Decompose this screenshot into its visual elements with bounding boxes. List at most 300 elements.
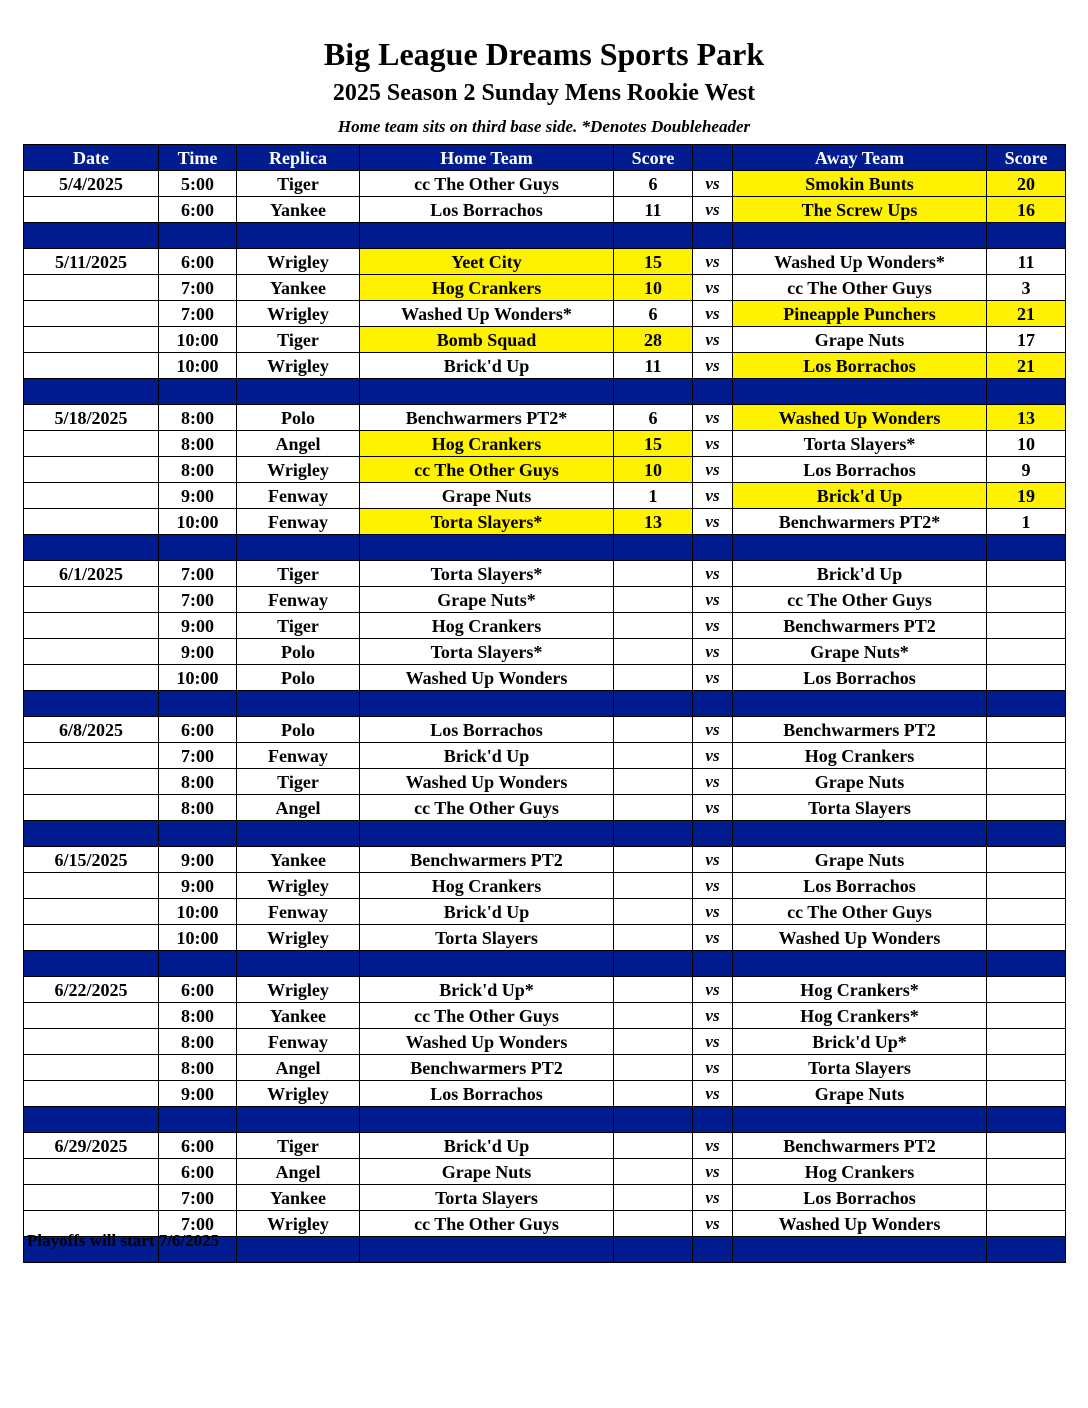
col-time: Time <box>159 145 237 171</box>
game-field: Wrigley <box>237 977 360 1003</box>
col-date: Date <box>24 145 159 171</box>
home-score <box>614 665 693 691</box>
separator-cell <box>360 691 614 717</box>
game-time: 7:00 <box>159 743 237 769</box>
away-score <box>987 717 1066 743</box>
home-score <box>614 795 693 821</box>
home-score: 11 <box>614 353 693 379</box>
vs-label: vs <box>693 457 733 483</box>
game-time: 10:00 <box>159 925 237 951</box>
away-score <box>987 1055 1066 1081</box>
home-team: Brick'd Up <box>360 743 614 769</box>
away-score: 19 <box>987 483 1066 509</box>
game-field: Fenway <box>237 899 360 925</box>
week-separator <box>24 1107 1066 1133</box>
game-date: 6/8/2025 <box>24 717 159 743</box>
away-score: 10 <box>987 431 1066 457</box>
vs-label: vs <box>693 1159 733 1185</box>
home-team: Yeet City <box>360 249 614 275</box>
separator-cell <box>237 1107 360 1133</box>
separator-cell <box>159 379 237 405</box>
separator-cell <box>237 691 360 717</box>
home-score <box>614 1055 693 1081</box>
col-away-score: Score <box>987 145 1066 171</box>
game-field: Angel <box>237 1055 360 1081</box>
away-team: cc The Other Guys <box>733 899 987 925</box>
away-team: Washed Up Wonders* <box>733 249 987 275</box>
away-team: Washed Up Wonders <box>733 405 987 431</box>
separator-cell <box>614 535 693 561</box>
game-field: Tiger <box>237 561 360 587</box>
separator-cell <box>987 223 1066 249</box>
separator-cell <box>614 1237 693 1263</box>
separator-cell <box>733 379 987 405</box>
header-row <box>24 145 1066 171</box>
separator-cell <box>237 535 360 561</box>
game-date <box>24 1081 159 1107</box>
game-date <box>24 431 159 457</box>
home-team: cc The Other Guys <box>360 457 614 483</box>
table-row <box>24 1055 1066 1081</box>
game-field: Polo <box>237 405 360 431</box>
home-team: Los Borrachos <box>360 717 614 743</box>
away-score <box>987 613 1066 639</box>
home-team: Torta Slayers* <box>360 561 614 587</box>
table-row <box>24 743 1066 769</box>
vs-label: vs <box>693 561 733 587</box>
game-time: 9:00 <box>159 873 237 899</box>
away-team: Brick'd Up* <box>733 1029 987 1055</box>
away-team: Los Borrachos <box>733 457 987 483</box>
home-score: 15 <box>614 431 693 457</box>
separator-cell <box>159 821 237 847</box>
home-score: 1 <box>614 483 693 509</box>
home-team: Brick'd Up* <box>360 977 614 1003</box>
separator-cell <box>733 691 987 717</box>
separator-cell <box>24 223 159 249</box>
home-team: Hog Crankers <box>360 613 614 639</box>
game-field: Angel <box>237 795 360 821</box>
game-field: Yankee <box>237 1003 360 1029</box>
vs-label: vs <box>693 171 733 197</box>
game-date: 6/22/2025 <box>24 977 159 1003</box>
separator-cell <box>733 1107 987 1133</box>
game-time: 8:00 <box>159 1003 237 1029</box>
table-row <box>24 197 1066 223</box>
separator-cell <box>693 951 733 977</box>
separator-cell <box>159 535 237 561</box>
week-separator <box>24 379 1066 405</box>
game-date <box>24 509 159 535</box>
home-score <box>614 587 693 613</box>
separator-cell <box>24 691 159 717</box>
separator-cell <box>24 379 159 405</box>
separator-cell <box>360 379 614 405</box>
separator-cell <box>159 1107 237 1133</box>
game-time: 6:00 <box>159 1159 237 1185</box>
game-field: Tiger <box>237 1133 360 1159</box>
away-team: Torta Slayers <box>733 1055 987 1081</box>
home-team: Torta Slayers* <box>360 509 614 535</box>
away-score <box>987 847 1066 873</box>
separator-cell <box>733 1237 987 1263</box>
table-row <box>24 1185 1066 1211</box>
table-row <box>24 275 1066 301</box>
separator-cell <box>987 1237 1066 1263</box>
separator-cell <box>614 821 693 847</box>
separator-cell <box>987 951 1066 977</box>
separator-cell <box>237 379 360 405</box>
table-row <box>24 847 1066 873</box>
table-row <box>24 171 1066 197</box>
game-date <box>24 1159 159 1185</box>
vs-label: vs <box>693 483 733 509</box>
game-field: Fenway <box>237 743 360 769</box>
week-separator <box>24 951 1066 977</box>
away-team: Hog Crankers <box>733 1159 987 1185</box>
away-team: Los Borrachos <box>733 1185 987 1211</box>
away-score <box>987 899 1066 925</box>
game-field: Wrigley <box>237 457 360 483</box>
game-field: Wrigley <box>237 353 360 379</box>
game-time: 5:00 <box>159 171 237 197</box>
game-field: Tiger <box>237 613 360 639</box>
separator-cell <box>614 379 693 405</box>
vs-label: vs <box>693 1185 733 1211</box>
away-score <box>987 1029 1066 1055</box>
vs-label: vs <box>693 769 733 795</box>
separator-cell <box>987 821 1066 847</box>
table-row <box>24 561 1066 587</box>
page-title: Big League Dreams Sports Park <box>323 36 765 72</box>
home-team: Grape Nuts <box>360 483 614 509</box>
home-team: Hog Crankers <box>360 873 614 899</box>
away-team: Grape Nuts <box>733 847 987 873</box>
table-row <box>24 899 1066 925</box>
home-team: Torta Slayers <box>360 1185 614 1211</box>
separator-cell <box>693 691 733 717</box>
home-score <box>614 847 693 873</box>
away-team: Smokin Bunts <box>733 171 987 197</box>
table-row <box>24 665 1066 691</box>
table-row <box>24 795 1066 821</box>
home-team: Hog Crankers <box>360 275 614 301</box>
home-team: Los Borrachos <box>360 197 614 223</box>
home-team: Washed Up Wonders* <box>360 301 614 327</box>
away-score: 1 <box>987 509 1066 535</box>
away-score <box>987 925 1066 951</box>
away-score <box>987 1185 1066 1211</box>
game-time: 7:00 <box>159 587 237 613</box>
away-team: The Screw Ups <box>733 197 987 223</box>
away-team: Hog Crankers* <box>733 977 987 1003</box>
col-home-score: Score <box>614 145 693 171</box>
vs-label: vs <box>693 327 733 353</box>
table-row <box>24 327 1066 353</box>
game-date <box>24 795 159 821</box>
away-score <box>987 769 1066 795</box>
playoffs-note: Playoffs will start 7/6/2025 <box>27 1231 220 1250</box>
game-time: 9:00 <box>159 847 237 873</box>
game-time: 8:00 <box>159 1029 237 1055</box>
home-score <box>614 1133 693 1159</box>
separator-cell <box>159 691 237 717</box>
game-time: 8:00 <box>159 405 237 431</box>
table-row <box>24 587 1066 613</box>
game-field: Yankee <box>237 275 360 301</box>
game-field: Wrigley <box>237 873 360 899</box>
vs-label: vs <box>693 795 733 821</box>
home-team: cc The Other Guys <box>360 1211 614 1237</box>
col-replica: Replica <box>237 145 360 171</box>
game-date <box>24 613 159 639</box>
game-field: Fenway <box>237 483 360 509</box>
game-field: Wrigley <box>237 249 360 275</box>
away-score <box>987 977 1066 1003</box>
separator-cell <box>159 951 237 977</box>
table-row <box>24 1133 1066 1159</box>
game-field: Wrigley <box>237 925 360 951</box>
away-team: Washed Up Wonders <box>733 1211 987 1237</box>
away-score <box>987 639 1066 665</box>
separator-cell <box>360 821 614 847</box>
game-time: 7:00 <box>159 275 237 301</box>
game-field: Tiger <box>237 327 360 353</box>
game-field: Angel <box>237 431 360 457</box>
home-score <box>614 925 693 951</box>
home-score <box>614 769 693 795</box>
separator-cell <box>24 1107 159 1133</box>
away-score <box>987 873 1066 899</box>
away-score <box>987 1159 1066 1185</box>
game-date: 6/1/2025 <box>24 561 159 587</box>
page-subtitle: 2025 Season 2 Sunday Mens Rookie West <box>332 80 756 106</box>
away-team: Washed Up Wonders <box>733 925 987 951</box>
away-score <box>987 1081 1066 1107</box>
game-field: Fenway <box>237 1029 360 1055</box>
separator-cell <box>693 821 733 847</box>
game-date <box>24 1185 159 1211</box>
away-score <box>987 1133 1066 1159</box>
home-team: Brick'd Up <box>360 1133 614 1159</box>
away-score <box>987 1211 1066 1237</box>
game-field: Wrigley <box>237 301 360 327</box>
away-team: Hog Crankers* <box>733 1003 987 1029</box>
separator-cell <box>987 1107 1066 1133</box>
table-row <box>24 1081 1066 1107</box>
game-date <box>24 197 159 223</box>
home-score <box>614 717 693 743</box>
home-score: 28 <box>614 327 693 353</box>
separator-cell <box>237 1237 360 1263</box>
game-date <box>24 301 159 327</box>
week-separator <box>24 691 1066 717</box>
separator-cell <box>733 223 987 249</box>
game-field: Wrigley <box>237 1081 360 1107</box>
separator-cell <box>360 951 614 977</box>
table-row <box>24 483 1066 509</box>
home-team: Hog Crankers <box>360 431 614 457</box>
game-time: 10:00 <box>159 509 237 535</box>
game-field: Yankee <box>237 197 360 223</box>
home-score: 6 <box>614 171 693 197</box>
vs-label: vs <box>693 743 733 769</box>
separator-cell <box>693 1107 733 1133</box>
separator-cell <box>693 535 733 561</box>
home-score: 13 <box>614 509 693 535</box>
game-date <box>24 743 159 769</box>
home-score <box>614 1185 693 1211</box>
separator-cell <box>360 1237 614 1263</box>
game-time: 6:00 <box>159 717 237 743</box>
home-team: Brick'd Up <box>360 353 614 379</box>
away-team: cc The Other Guys <box>733 587 987 613</box>
home-team: cc The Other Guys <box>360 171 614 197</box>
table-row <box>24 925 1066 951</box>
table-row <box>24 301 1066 327</box>
separator-cell <box>733 821 987 847</box>
separator-cell <box>24 951 159 977</box>
game-date <box>24 665 159 691</box>
game-time: 6:00 <box>159 249 237 275</box>
game-time: 10:00 <box>159 327 237 353</box>
game-field: Angel <box>237 1159 360 1185</box>
game-field: Tiger <box>237 769 360 795</box>
vs-label: vs <box>693 1029 733 1055</box>
vs-label: vs <box>693 353 733 379</box>
table-row <box>24 1003 1066 1029</box>
table-row <box>24 977 1066 1003</box>
separator-cell <box>733 951 987 977</box>
game-field: Wrigley <box>237 1211 360 1237</box>
vs-label: vs <box>693 639 733 665</box>
home-score: 15 <box>614 249 693 275</box>
home-score: 11 <box>614 197 693 223</box>
game-date <box>24 457 159 483</box>
game-date <box>24 327 159 353</box>
separator-cell <box>360 535 614 561</box>
away-score <box>987 1003 1066 1029</box>
away-score: 20 <box>987 171 1066 197</box>
separator-cell <box>987 535 1066 561</box>
separator-cell <box>693 223 733 249</box>
home-score <box>614 1029 693 1055</box>
home-team: Torta Slayers <box>360 925 614 951</box>
away-team: cc The Other Guys <box>733 275 987 301</box>
home-team: Washed Up Wonders <box>360 665 614 691</box>
game-date: 5/4/2025 <box>24 171 159 197</box>
game-time: 7:00 <box>159 1185 237 1211</box>
game-time: 10:00 <box>159 665 237 691</box>
home-score <box>614 1211 693 1237</box>
game-date <box>24 1029 159 1055</box>
week-separator <box>24 821 1066 847</box>
home-team: cc The Other Guys <box>360 1003 614 1029</box>
page-note: Home team sits on third base side. *Denotes Doubleheader <box>337 117 751 136</box>
table-row <box>24 717 1066 743</box>
game-date: 6/15/2025 <box>24 847 159 873</box>
separator-cell <box>614 1107 693 1133</box>
away-team: Pineapple Punchers <box>733 301 987 327</box>
home-team: Grape Nuts* <box>360 587 614 613</box>
game-field: Polo <box>237 639 360 665</box>
away-score: 17 <box>987 327 1066 353</box>
separator-cell <box>733 535 987 561</box>
separator-cell <box>360 1107 614 1133</box>
game-date <box>24 769 159 795</box>
vs-label: vs <box>693 873 733 899</box>
away-team: Los Borrachos <box>733 353 987 379</box>
separator-cell <box>987 379 1066 405</box>
away-team: Benchwarmers PT2 <box>733 613 987 639</box>
home-team: Washed Up Wonders <box>360 769 614 795</box>
separator-cell <box>614 951 693 977</box>
vs-label: vs <box>693 275 733 301</box>
home-score <box>614 1159 693 1185</box>
separator-cell <box>693 1237 733 1263</box>
home-score <box>614 613 693 639</box>
home-score: 10 <box>614 457 693 483</box>
col-home-team: Home Team <box>360 145 614 171</box>
separator-cell <box>24 535 159 561</box>
game-date: 5/18/2025 <box>24 405 159 431</box>
home-team: Los Borrachos <box>360 1081 614 1107</box>
away-team: Benchwarmers PT2* <box>733 509 987 535</box>
home-score <box>614 873 693 899</box>
separator-cell <box>24 821 159 847</box>
vs-label: vs <box>693 1081 733 1107</box>
separator-cell <box>987 691 1066 717</box>
vs-label: vs <box>693 1133 733 1159</box>
vs-label: vs <box>693 977 733 1003</box>
vs-label: vs <box>693 899 733 925</box>
vs-label: vs <box>693 587 733 613</box>
home-score: 10 <box>614 275 693 301</box>
away-score <box>987 665 1066 691</box>
game-time: 8:00 <box>159 457 237 483</box>
game-date <box>24 925 159 951</box>
table-row <box>24 405 1066 431</box>
game-date: 6/29/2025 <box>24 1133 159 1159</box>
home-team: Torta Slayers* <box>360 639 614 665</box>
home-team: cc The Other Guys <box>360 795 614 821</box>
game-field: Fenway <box>237 509 360 535</box>
away-team: Torta Slayers* <box>733 431 987 457</box>
away-score: 21 <box>987 353 1066 379</box>
home-score <box>614 639 693 665</box>
game-date <box>24 483 159 509</box>
game-field: Polo <box>237 665 360 691</box>
home-team: Washed Up Wonders <box>360 1029 614 1055</box>
table-row <box>24 1029 1066 1055</box>
game-time: 6:00 <box>159 1133 237 1159</box>
game-date <box>24 639 159 665</box>
game-time: 8:00 <box>159 431 237 457</box>
away-score: 3 <box>987 275 1066 301</box>
game-time: 10:00 <box>159 899 237 925</box>
away-team: Los Borrachos <box>733 873 987 899</box>
vs-label: vs <box>693 925 733 951</box>
away-team: Benchwarmers PT2 <box>733 717 987 743</box>
vs-label: vs <box>693 249 733 275</box>
table-row <box>24 353 1066 379</box>
away-score <box>987 795 1066 821</box>
table-row <box>24 769 1066 795</box>
vs-label: vs <box>693 1003 733 1029</box>
away-score: 11 <box>987 249 1066 275</box>
separator-cell <box>237 223 360 249</box>
vs-label: vs <box>693 613 733 639</box>
